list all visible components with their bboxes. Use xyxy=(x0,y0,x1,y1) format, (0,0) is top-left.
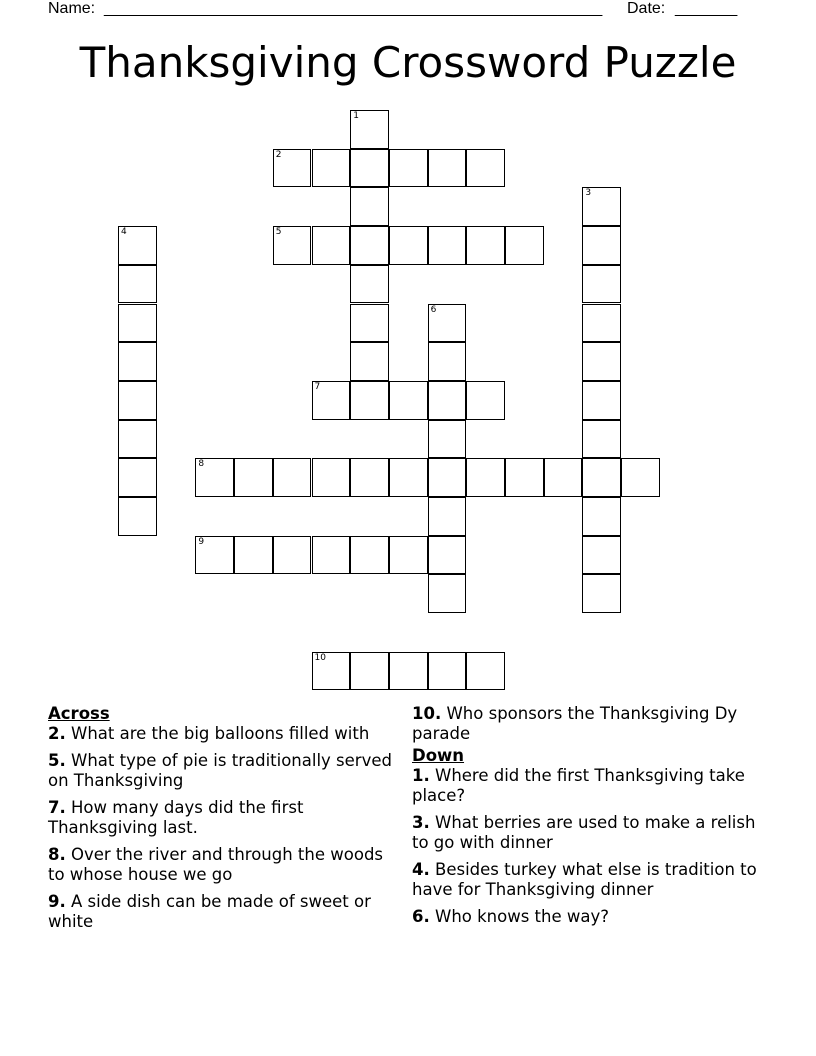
crossword-cell[interactable] xyxy=(582,381,621,420)
crossword-cell[interactable] xyxy=(428,342,467,381)
crossword-cell[interactable] xyxy=(621,458,660,497)
crossword-cell[interactable] xyxy=(195,458,234,497)
crossword-cell[interactable] xyxy=(466,149,505,188)
clue-text: Who knows the way? xyxy=(435,907,610,926)
crossword-cell[interactable] xyxy=(582,187,621,226)
cell-number: 3 xyxy=(585,188,592,199)
crossword-cell[interactable] xyxy=(118,381,157,420)
cell-number: 10 xyxy=(314,652,326,663)
crossword-cell[interactable] xyxy=(350,652,389,691)
clue-number: 10. xyxy=(412,704,442,723)
clue-across-5 xyxy=(48,751,398,791)
crossword-cell[interactable] xyxy=(389,536,428,575)
clues-right-column xyxy=(412,704,757,934)
clue-number: 8. xyxy=(48,845,66,864)
date-line[interactable]: _______ xyxy=(675,0,738,17)
crossword-cell[interactable] xyxy=(428,304,467,343)
crossword-cell[interactable] xyxy=(350,265,389,304)
crossword-cell[interactable] xyxy=(428,536,467,575)
crossword-cell[interactable] xyxy=(389,149,428,188)
clue-text: What berries are used to make a relish to go with dinner xyxy=(412,813,756,852)
cell-number: 4 xyxy=(121,227,127,238)
crossword-cell[interactable] xyxy=(389,381,428,420)
crossword-cell[interactable] xyxy=(505,226,544,265)
crossword-cell[interactable] xyxy=(582,304,621,343)
crossword-cell[interactable] xyxy=(428,458,467,497)
clue-down-6 xyxy=(412,907,757,927)
clue-down-1 xyxy=(412,766,757,806)
page-title: Thanksgiving Crossword Puzzle xyxy=(79,38,737,87)
cell-number: 8 xyxy=(198,459,205,470)
cell-number: 9 xyxy=(198,536,205,547)
clue-number: 1. xyxy=(412,766,430,785)
crossword-cell[interactable] xyxy=(350,304,389,343)
crossword-cell[interactable] xyxy=(428,497,467,536)
clue-across-8 xyxy=(48,845,398,885)
crossword-cell[interactable] xyxy=(582,342,621,381)
crossword-cell[interactable] xyxy=(118,497,157,536)
crossword-cell[interactable] xyxy=(118,226,157,265)
crossword-cell[interactable] xyxy=(312,652,351,691)
crossword-cell[interactable] xyxy=(466,226,505,265)
clue-text: Who sponsors the Thanksgiving Dy parade xyxy=(412,704,738,743)
clue-text: Where did the first Thanksgiving take place? xyxy=(412,766,745,805)
name-line[interactable]: ________________________________________________________ xyxy=(104,0,603,17)
name-label: Name: xyxy=(48,0,96,17)
clue-number: 2. xyxy=(48,724,66,743)
cell-number: 7 xyxy=(314,381,321,392)
crossword-cell[interactable] xyxy=(118,420,157,459)
crossword-cell[interactable] xyxy=(118,265,157,304)
crossword-cell[interactable] xyxy=(582,265,621,304)
crossword-cell[interactable] xyxy=(350,458,389,497)
crossword-cell[interactable] xyxy=(582,420,621,459)
down-heading: Down xyxy=(412,746,465,765)
crossword-cell[interactable] xyxy=(389,652,428,691)
crossword-cell[interactable] xyxy=(312,381,351,420)
clue-text: Besides turkey what else is tradition to have for Thanksgiving dinner xyxy=(412,860,757,899)
clue-number: 3. xyxy=(412,813,430,832)
crossword-cell[interactable] xyxy=(466,652,505,691)
crossword-cell[interactable] xyxy=(312,149,351,188)
clue-down-4 xyxy=(412,860,757,900)
crossword-cell[interactable] xyxy=(428,420,467,459)
crossword-cell[interactable] xyxy=(466,458,505,497)
crossword-cell[interactable] xyxy=(428,149,467,188)
crossword-cell[interactable] xyxy=(505,458,544,497)
crossword-cell[interactable] xyxy=(350,381,389,420)
clue-text: What are the big balloons filled with xyxy=(71,724,370,743)
clue-number: 9. xyxy=(48,892,66,911)
clue-text: A side dish can be made of sweet or white xyxy=(48,892,371,931)
crossword-cell[interactable] xyxy=(118,342,157,381)
crossword-cell[interactable] xyxy=(350,536,389,575)
crossword-cell[interactable] xyxy=(273,149,312,188)
crossword-cell[interactable] xyxy=(582,536,621,575)
clue-text: How many days did the first Thanksgiving last. xyxy=(48,798,304,837)
clue-number: 5. xyxy=(48,751,66,770)
clue-across-2 xyxy=(48,724,398,744)
cell-number: 5 xyxy=(275,227,282,238)
crossword-cell[interactable] xyxy=(389,458,428,497)
crossword-cell[interactable] xyxy=(273,458,312,497)
crossword-cell[interactable] xyxy=(350,187,389,226)
crossword-cell[interactable] xyxy=(582,497,621,536)
crossword-cell[interactable] xyxy=(350,149,389,188)
crossword-cell[interactable] xyxy=(312,226,351,265)
crossword-cell[interactable] xyxy=(350,110,389,149)
cell-number: 6 xyxy=(430,304,437,315)
cell-number: 1 xyxy=(353,111,359,121)
crossword-cell[interactable] xyxy=(428,574,467,613)
clue-across-10 xyxy=(412,704,757,744)
crossword-cell[interactable] xyxy=(312,536,351,575)
crossword-cell[interactable] xyxy=(234,458,273,497)
date-label: Date: xyxy=(627,0,666,17)
clue-number: 6. xyxy=(412,907,430,926)
clue-text: What type of pie is traditionally served on Thanksgiving xyxy=(48,751,392,790)
across-heading: Across xyxy=(48,704,110,723)
crossword-cell[interactable] xyxy=(350,226,389,265)
crossword-cell[interactable] xyxy=(312,458,351,497)
clue-number: 4. xyxy=(412,860,430,879)
clues-left-column xyxy=(48,704,398,939)
crossword-cell[interactable] xyxy=(234,536,273,575)
crossword-cell[interactable] xyxy=(273,226,312,265)
crossword-cell[interactable] xyxy=(582,574,621,613)
clue-across-9 xyxy=(48,892,398,932)
clue-down-3 xyxy=(412,813,757,853)
crossword-cell[interactable] xyxy=(118,458,157,497)
crossword-cell[interactable] xyxy=(466,381,505,420)
crossword-cell[interactable] xyxy=(118,304,157,343)
crossword-cell[interactable] xyxy=(350,342,389,381)
clue-across-7 xyxy=(48,798,398,838)
crossword-cell[interactable] xyxy=(195,536,234,575)
clue-number: 7. xyxy=(48,798,66,817)
crossword-cell[interactable] xyxy=(428,226,467,265)
crossword-cell[interactable] xyxy=(582,226,621,265)
crossword-cell[interactable] xyxy=(273,536,312,575)
crossword-cell[interactable] xyxy=(428,381,467,420)
crossword-cell[interactable] xyxy=(582,458,621,497)
clue-text: Over the river and through the woods to whose house we go xyxy=(48,845,384,884)
crossword-cell[interactable] xyxy=(428,652,467,691)
crossword-cell[interactable] xyxy=(389,226,428,265)
crossword-cell[interactable] xyxy=(544,458,583,497)
cell-number: 2 xyxy=(275,149,282,160)
